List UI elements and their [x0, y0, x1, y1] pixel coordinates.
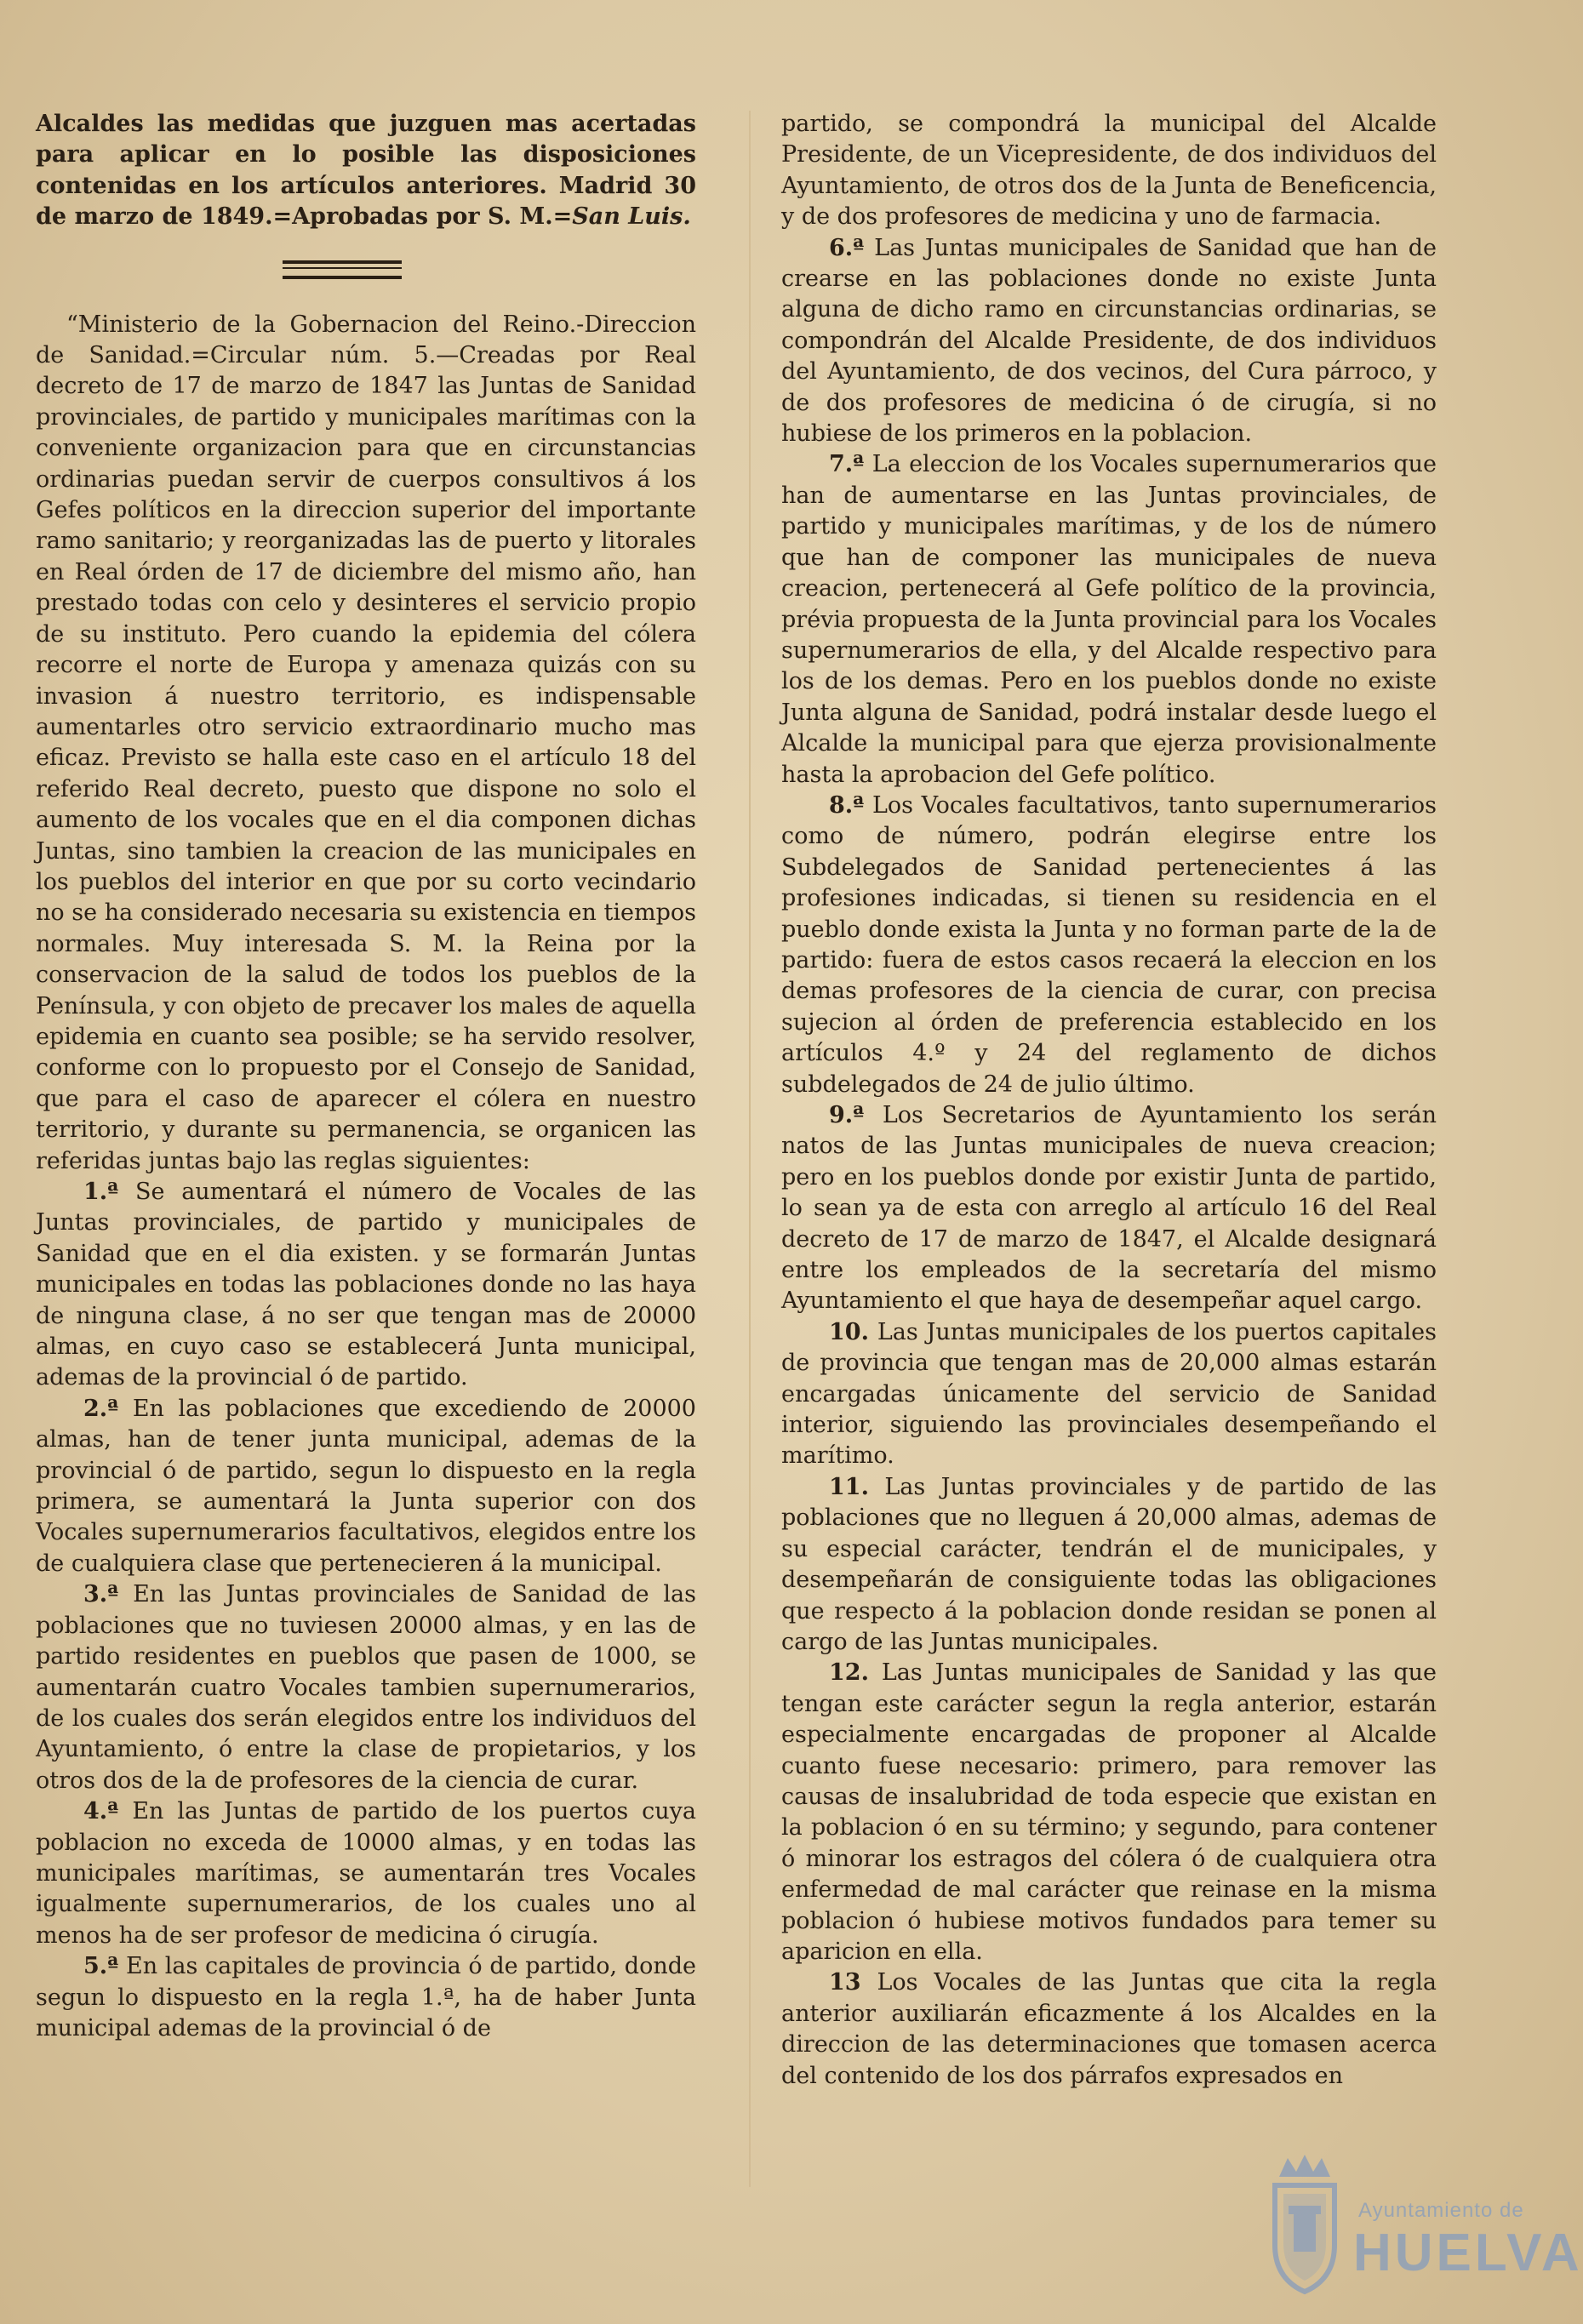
- column-divider: [749, 111, 751, 2187]
- signature: San Luis.: [572, 203, 691, 231]
- rule-2: 2.ª En las poblaciones que excediendo de 20000 almas, han de tener junta municipal, ademas de la provincial ó de partido, segun lo dispuesto en la regla primera, se aumentará la Junta superior con dos Vocales supernumerarios facultativos, elegidos entre los de cualquiera clase que pertenecieren á la municipal.: [36, 1395, 696, 1577]
- rule-13: 13 Los Vocales de las Juntas que cita la regla anterior auxiliarán eficazmente á los Alcaldes en la direccion de las determinaciones que tomasen acerca del contenido de los dos párrafos expresados en: [781, 1969, 1437, 2089]
- watermark-line-1: Ayuntamiento de: [1358, 2199, 1524, 2222]
- watermark-stamp: [1258, 2151, 1583, 2296]
- rule-8: 8.ª Los Vocales facultativos, tanto supernumerarios como de número, podrán elegirse entre los Subdelegados de Sanidad pertenecientes á las profesiones indicadas, si tienen su residencia en el pueblo donde exista la Junta y no forman parte de la de partido: fuera de estos casos recaerá la eleccion en los demas profesores de la ciencia de curar, con precisa sujecion al órden de preferencia establecido en los artículos 4.º y 24 del reglamento de dichos subdelegados de 24 de julio último.: [781, 791, 1437, 1098]
- rule-10: 10. Las Juntas municipales de los puertos capitales de provincia que tengan mas de 20,000 almas estarán encargadas únicamente del servicio de Sanidad interior, siguiendo las provinciales desempeñando el marítimo.: [781, 1318, 1437, 1470]
- top-paragraph: Alcaldes las medidas que juzguen mas acertadas para aplicar en lo posible las disposiciones contenidas en los artículos anteriores. Madrid 30 de marzo de 1849.=Aprobadas por S. M.=San Luis.: [36, 111, 696, 231]
- rule-7: 7.ª La eleccion de los Vocales supernumerarios que han de aumentarse en las Juntas provinciales, de partido y municipales marítimas, y de los de número que han de componer las municipales de nueva creacion, pertenecerá al Gefe político de la provincia, prévia propuesta de la Junta provincial para los Vocales supernumerarios de ella, y del Alcalde respectivo para los de los demas. Pero en los pueblos donde no existe Junta alguna de Sanidad, podrá instalar desde luego el Alcalde la municipal para que ejerza provisionalmente hasta la aprobacion del Gefe político.: [781, 451, 1437, 788]
- right-column: [781, 109, 1437, 2092]
- rule-9: 9.ª Los Secretarios de Ayuntamiento los serán natos de las Juntas municipales de nueva creacion; pero en los pueblos donde por existir Junta de partido, lo sean ya de esta con arreglo al artículo 16 del Real decreto de 17 de marzo de 1847, el Alcalde designará entre los empleados de la secretaría del mismo Ayuntamiento el que haya de desempeñar aquel cargo.: [781, 1102, 1437, 1315]
- rule-12: 12. Las Juntas municipales de Sanidad y las que tengan este carácter segun la regla anterior, estarán especialmente encargadas de proponer al Alcalde cuanto fuese necesario: primero, para remover las causas de insalubridad de toda especie que existan en la poblacion ó en su término; y segundo, para contener ó minorar los estragos del cólera ó de cualquiera otra enfermedad de mal carácter que reinase en la misma poblacion ó hubiese motivos fundados para temer su aparicion en ella.: [781, 1659, 1437, 1965]
- rule-5: 5.ª En las capitales de provincia ó de partido, donde segun lo dispuesto en la regla 1.ª, ha de haber Junta municipal ademas de la provincial ó de: [36, 1953, 696, 2041]
- left-column: [36, 109, 696, 2044]
- crest-icon: [1258, 2151, 1352, 2296]
- continuation-paragraph: partido, se compondrá la municipal del Alcalde Presidente, de un Vicepresidente, de dos individuos del Ayuntamiento, de otros dos de la Junta de Beneficencia, y de dos profesores de medicina y uno de farmacia.: [781, 111, 1437, 231]
- section-separator: [283, 260, 402, 279]
- circular-paragraph: “Ministerio de la Gobernacion del Reino.-Direccion de Sanidad.=Circular núm. 5.—Creadas por Real decreto de 17 de marzo de 1847 las Juntas de Sanidad provinciales, de partido y municipales marítimas con la conveniente organizacion para que en circunstancias ordinarias puedan servir de cuerpos consultivos á los Gefes políticos en la direccion superior del importante ramo sanitario; y reorganizadas las de puerto y litorales en Real órden de 17 de diciembre del mismo año, han prestado todas con celo y desinteres el servicio propio de su instituto. Pero cuando la epidemia del cólera recorre el norte de Europa y amenaza quizás con su invasion á nuestro territorio, es indispensable aumentarles otro servicio extraordinario mucho mas eficaz. Previsto se halla este caso en el artículo 18 del referido Real decreto, puesto que dispone no solo el aumento de los vocales que en el dia componen dichas Juntas, sino tambien la creacion de las municipales en los pueblos del interior en que por su corto vecindario no se ha considerado necesaria su existencia en tiempos normales. Muy interesada S. M. la Reina por la conservacion de la salud de todos los pueblos de la Península, y con objeto de precaver los males de aquella epidemia en cuanto sea posible; se ha servido resolver, conforme con lo propuesto por el Consejo de Sanidad, que para el caso de aparecer el cólera en nuestro territorio, y durante su permanencia, se organicen las referidas juntas bajo las reglas siguientes:: [36, 311, 696, 1174]
- rule-3: 3.ª En las Juntas provinciales de Sanidad de las poblaciones que no tuviesen 20000 almas, y en las de partido residentes en pueblos que pasen de 1000, se aumentarán cuatro Vocales tambien supernumerarios, de los cuales dos serán elegidos entre los individuos del Ayuntamiento, ó entre la clase de propietarios, y los otros dos de la de profesores de la ciencia de curar.: [36, 1581, 696, 1794]
- rule-6: 6.ª Las Juntas municipales de Sanidad que han de crearse en las poblaciones donde no existe Junta alguna de dicho ramo en circunstancias ordinarias, se compondrán del Alcalde Presidente, de dos individuos del Ayuntamiento, de dos vecinos, del Cura párroco, y de dos profesores de medicina ó de cirugía, si no hubiese de los primeros en la poblacion.: [781, 234, 1437, 448]
- rule-1: 1.ª Se aumentará el número de Vocales de las Juntas provinciales, de partido y municipales de Sanidad que en el dia existen. y se formarán Juntas municipales en todas las poblaciones donde no las haya de ninguna clase, á no ser que tengan mas de 20000 almas, en cuyo caso se establecerá Junta municipal, ademas de la provincial ó de partido.: [36, 1179, 696, 1391]
- rule-11: 11. Las Juntas provinciales y de partido de las poblaciones que no lleguen á 20,000 almas, ademas de su especial carácter, tendrán el de municipales, y desempeñarán de consiguiente todas las obligaciones que respecto á la poblacion donde residan se ponen al cargo de las Juntas municipales.: [781, 1473, 1437, 1655]
- rule-4: 4.ª En las Juntas de partido de los puertos cuya poblacion no exceda de 10000 almas, y en todas las municipales marítimas, se aumentarán tres Vocales igualmente supernumerarios, de los cuales uno al menos ha de ser profesor de medicina ó cirugía.: [36, 1798, 697, 1949]
- watermark-line-2: HUELVA: [1353, 2224, 1583, 2282]
